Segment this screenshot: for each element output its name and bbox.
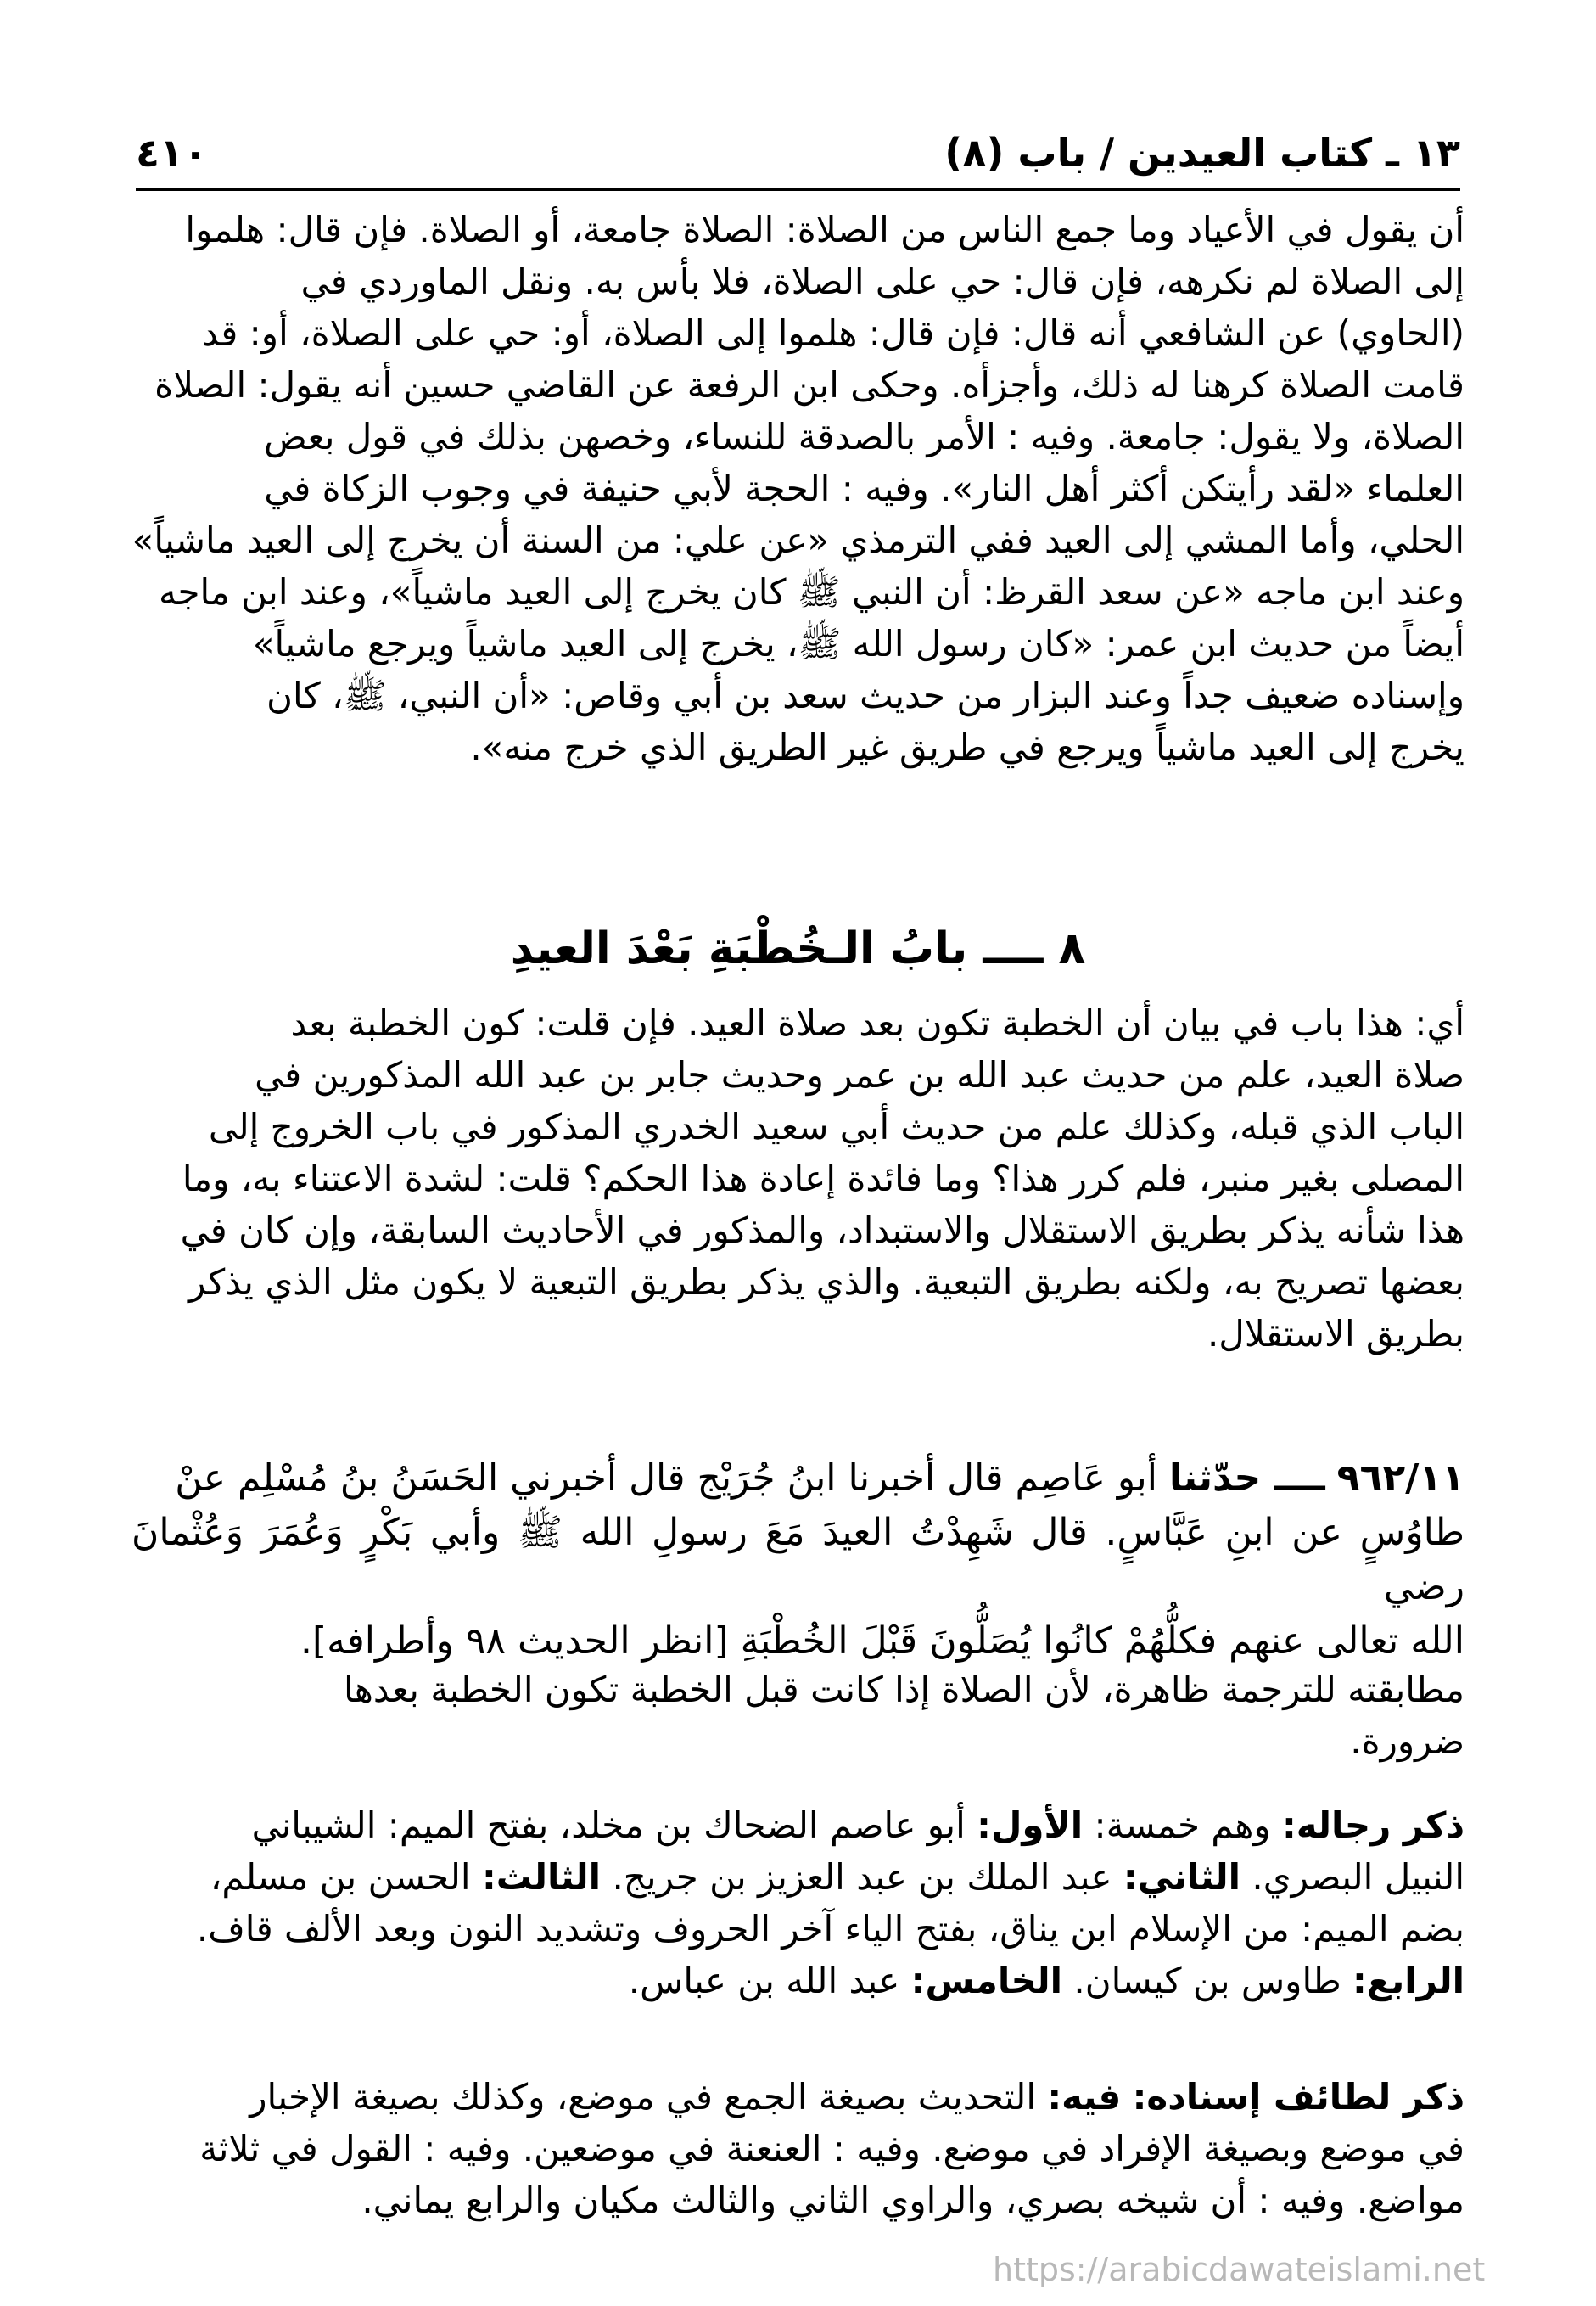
hadith-line [132, 1451, 1464, 1506]
rijal-fifth-label: الخامس: [910, 1960, 1063, 2001]
hadith-number: ٩٦٢/١١ [1336, 1456, 1464, 1500]
text-line: إلى الصلاة لم نكرهه، فإن قال: حي على الصلاة، فلا بأس به. ونقل الماوردي في [300, 261, 1464, 302]
text-line: قامت الصلاة كرهنا له ذلك، وأجزأه. وحكى ابن الرفعة عن القاضي حسين أنه يقول: الصلاة [154, 364, 1464, 406]
chapter-heading: ٨ ــــ بابُ الـخُطْبَةِ بَعْدَ العيدِ [510, 923, 1086, 974]
rijal-third: الحسن بن مسلم، [210, 1856, 471, 1898]
lataif-line [132, 2071, 1464, 2123]
lataif-text: التحديث بصيغة الجمع في موضع، وكذلك بصيغة الإخبار [249, 2076, 1036, 2118]
rijal-fourth: طاوس بن كيسان. [1073, 1960, 1341, 2001]
rijal-second-label: الثاني: [1123, 1856, 1241, 1898]
lataif-fihi: فيه: [1047, 2076, 1122, 2118]
hadith-block [132, 1451, 1464, 1669]
lataif-line: في موضع وبصيغة الإفراد في موضع. وفيه : العنعنة في موضعين. وفيه : القول في ثلاثة [199, 2128, 1464, 2169]
section-2 [132, 997, 1464, 1360]
rijal-line [132, 1851, 1464, 1903]
text-line: ضرورة. [1350, 1720, 1464, 1762]
rijal-second: عبد الملك بن عبد العزيز بن جريج. [612, 1856, 1112, 1898]
text-line: صلاة العيد، علم من حديث عبد الله بن عمر وحديث جابر بن عبد الله المذكورين في [255, 1054, 1464, 1096]
rijal-fifth: عبد الله بن عباس. [628, 1960, 900, 2001]
text-line: العلماء «لقد رأيتكن أكثر أهل النار». وفيه : الحجة لأبي حنيفة في وجوب الزكاة في [264, 468, 1464, 509]
hadith-line: طاوُسٍ عن ابنِ عَبَّاسٍ. قال شَهِدْتُ العيدَ مَعَ رسولِ الله ﷺ وأبي بَكْرٍ وَعُمَرَ وَعُثْمانَ رضي [132, 1511, 1464, 1608]
rijal-line [132, 1799, 1464, 1851]
hadith-text: أبو عَاصِم قال أخبرنا ابنُ جُرَيْج قال أخبرني الحَسَنُ بنُ مُسْلِم عنْ [175, 1456, 1158, 1500]
text-line: الحلي، وأما المشي إلى العيد ففي الترمذي «عن علي: من السنة أن يخرج إلى العيد ماشياً» [132, 519, 1464, 561]
rijal-first-label: الأول: [977, 1804, 1084, 1846]
text-line: المصلى بغير منبر، فلم كرر هذا؟ وما فائدة إعادة هذا الحكم؟ قلت: لشدة الاعتناء به، وما [182, 1158, 1464, 1199]
section-1 [132, 204, 1464, 773]
text-line: أن يقول في الأعياد وما جمع الناس من الصلاة: الصلاة جامعة، أو الصلاة. فإن قال: هلموا [185, 209, 1464, 250]
rijal-line [132, 1955, 1464, 2006]
rijal-line: بضم الميم: من الإسلام ابن يناق، بفتح الياء آخر الحروف وتشديد النون وبعد الألف قاف. [196, 1908, 1464, 1950]
lataif-line: مواضع. وفيه : أن شيخه بصري، والراوي الثاني والثالث مكيان والرابع يماني. [361, 2180, 1464, 2221]
text-line: أي: هذا باب في بيان أن الخطبة تكون بعد صلاة العيد. فإن قلت: كون الخطبة بعد [290, 1002, 1464, 1044]
page-header [136, 119, 1460, 187]
page-number: ٤١٠ [136, 130, 208, 176]
text-line: يخرج إلى العيد ماشياً ويرجع في طريق غير الطريق الذي خرج منه». [470, 727, 1464, 768]
rijal-title: ذكر رجاله: [1282, 1804, 1464, 1846]
text-line: وعند ابن ماجه «عن سعد القرظ: أن النبي ﷺ كان يخرج إلى العيد ماشياً»، وعند ابن ماجه [159, 571, 1464, 613]
book-title: ١٣ ـ كتاب العيدين / باب (٨) [944, 130, 1460, 176]
rijal-first: أبو عاصم الضحاك بن مخلد، بفتح الميم: الشيباني [251, 1804, 966, 1846]
text-line: وإسناده ضعيف جداً وعند البزار من حديث سعد بن أبي وقاص: «أن النبي، ﷺ، كان [266, 675, 1464, 716]
lataif-title: ذكر لطائف إسناده: [1132, 2076, 1464, 2118]
rijal-third-label: الثالث: [481, 1856, 602, 1898]
rijal-intro: وهم خمسة: [1094, 1804, 1271, 1846]
rijal-section [132, 1799, 1464, 2006]
hadith-haddathana: ــــ حدّثنا [1169, 1456, 1325, 1500]
rijal-line2a: النبيل البصري. [1252, 1856, 1464, 1898]
text-line: هذا شأنه يذكر بطريق الاستقلال والاستبداد، والمذكور في الأحاديث السابقة، وإن كان في [180, 1209, 1464, 1251]
watermark: https://arabicdawateislami.net [993, 2251, 1486, 2288]
text-line: الباب الذي قبله، وكذلك علم من حديث أبي سعيد الخدري المذكور في باب الخروج إلى [208, 1106, 1464, 1147]
section-3 [132, 1664, 1464, 1767]
text-line: أيضاً من حديث ابن عمر: «كان رسول الله ﷺ، يخرج إلى العيد ماشياً ويرجع ماشياً» [252, 623, 1464, 665]
text-line: بعضها تصريح به، ولكنه بطريق التبعية. والذي يذكر بطريق التبعية لا يكون مثل الذي يذكر [188, 1261, 1464, 1303]
text-line: بطريق الاستقلال. [1207, 1313, 1464, 1355]
hadith-line: الله تعالى عنهم فكلُّهُمْ كانُوا يُصَلُّونَ قَبْلَ الخُطْبَةِ [انظر الحديث ٩٨ وأطرافه]. [300, 1619, 1464, 1663]
text-line: (الحاوي) عن الشافعي أنه قال: فإن قال: هلموا إلى الصلاة، أو: حي على الصلاة، أو: قد [202, 312, 1464, 354]
header-rule [136, 188, 1460, 191]
text-line: مطابقته للترجمة ظاهرة، لأن الصلاة إذا كانت قبل الخطبة تكون الخطبة بعدها [343, 1669, 1464, 1710]
lataif-section [132, 2071, 1464, 2226]
rijal-fourth-label: الرابع: [1352, 1960, 1464, 2001]
text-line: الصلاة، ولا يقول: جامعة. وفيه : الأمر بالصدقة للنساء، وخصهن بذلك في قول بعض [264, 416, 1464, 457]
